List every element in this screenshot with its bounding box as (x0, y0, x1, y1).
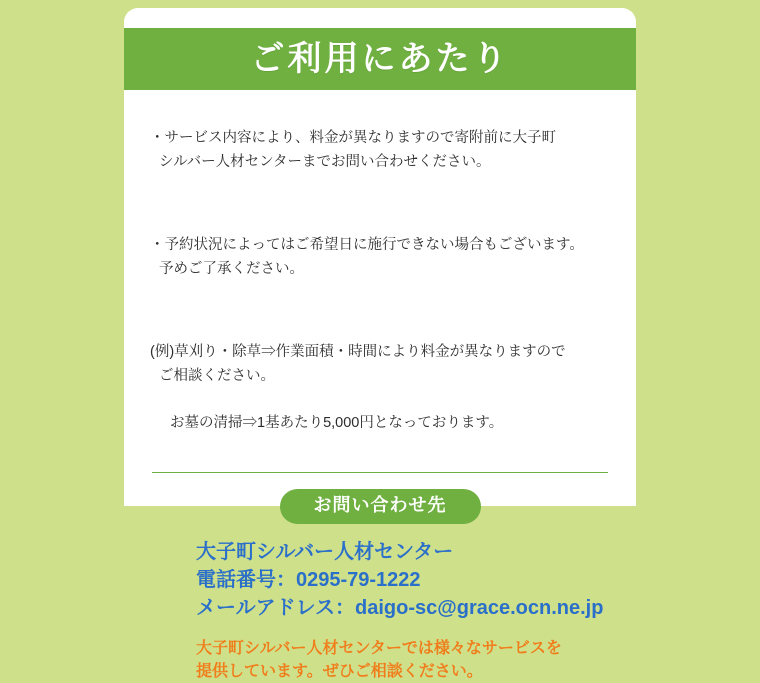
contact-email: メールアドレス：daigo-sc@grace.ocn.ne.jp (196, 597, 604, 620)
card-body (124, 90, 636, 683)
note-line: シルバー人材センターまでお問い合わせください。 (159, 153, 491, 170)
header-banner (124, 28, 636, 90)
note-line: ・サービス内容により、料金が異なりますので寄附前に大子町 (150, 130, 556, 147)
section-divider (152, 472, 608, 473)
promo-line: 提供しています。ぜひご相談ください。 (196, 662, 483, 680)
note-item (150, 104, 610, 198)
contact-heading-badge: お問い合わせ先 (280, 489, 481, 524)
note-line: ご相談ください。 (159, 367, 275, 384)
note-line: 予めご了承ください。 (159, 260, 304, 277)
note-line: お墓の清掃⇒1基あたり5,000円となっております。 (170, 414, 504, 431)
note-line: ・予約状況によってはご希望日に施行できない場合もございます。 (150, 237, 584, 254)
note-item-example (150, 318, 610, 459)
contact-phone: 電話番号：0295-79-1222 (196, 568, 421, 591)
info-card (124, 8, 636, 680)
promo-line: 大子町シルバー人材センターでは様々なサービスを (196, 639, 562, 657)
note-line: (例)草刈り・除草⇒作業面積・時間により料金が異なりますので (150, 344, 566, 361)
contact-organization: 大子町シルバー人材センター (196, 540, 454, 563)
contact-details (150, 538, 610, 623)
contact-heading-row (150, 489, 610, 524)
promo-text (150, 637, 610, 683)
page-title: ご利用にあたり (250, 40, 510, 78)
note-item (150, 211, 610, 305)
